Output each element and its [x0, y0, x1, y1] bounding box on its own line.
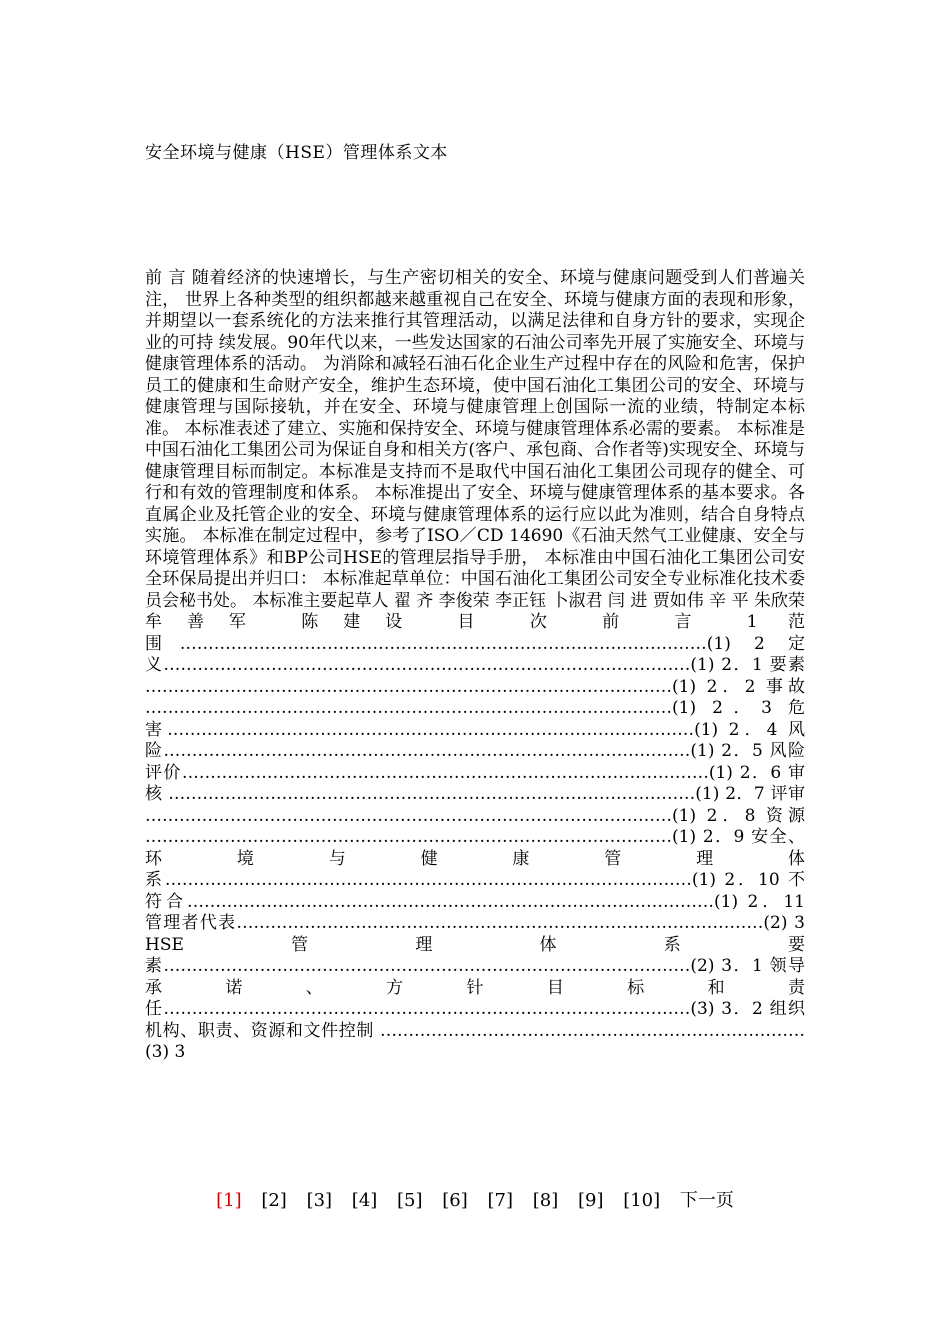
pagination	[0, 1186, 950, 1212]
page-link-5[interactable]: [5]	[397, 1190, 423, 1211]
page-link-2[interactable]: [2]	[261, 1190, 287, 1211]
page-link-8[interactable]: [8]	[532, 1190, 559, 1211]
page-link-7[interactable]: [7]	[487, 1190, 513, 1211]
page-link-4[interactable]: [4]	[351, 1190, 378, 1211]
page-link-10[interactable]: [10]	[623, 1190, 661, 1211]
page-link-3[interactable]: [3]	[306, 1190, 333, 1211]
next-page-link[interactable]: 下一页	[679, 1190, 734, 1211]
body-text: 前 言 随着经济的快速增长，与生产密切相关的安全、环境与健康问题受到人们普遍关注， 世界上各种类型的组织都越来越重视自己在安全、环境与健康方面的表现和形象，并期望以一套系统化的方法来推行其管理活动，以满足法律和自身方针的要求，实现企业的可持 续发展。90年代以来，一些发达国家的石油公司率先开展了实施安全、环境与健康管理体系的活动。 为消除和减轻石油石化企业生产过程中存在的风险和危害，保护员工的健康和生命财产安全，维护生态环境，使中国石油化工集团公司的安全、环境与健康管理与国际接轨，并在安全、环境与健康管理上创国际一流的业绩，特制定本标准。 本标准表述了建立、实施和保持安全、环境与健康管理体系必需的要素。 本标准是中国石油化工集团公司为保证自身和相关方(客户、承包商、合作者等)实现安全、环境与健康管理目标而制定。本标准是支持而不是取代中国石油化工集团公司现存的健全、可行和有效的管理制度和体系。 本标准提出了安全、环境与健康管理体系的基本要求。各直属企业及托管企业的安全、环境与健康管理体系的运行应以此为准则，结合自身特点实施。 本标准在制定过程中，参考了ISO／CD 14690《石油天然气工业健康、安全与环境管理体系》和BP公司HSE的管理层指导手册， 本标准由中国石油化工集团公司安全环保局提出并归口： 本标准起草单位：中国石油化工集团公司安全专业标准化技术委员会秘书处。 本标准主要起草人 翟 齐 李俊荣 李正钰 卜淑君 闫 进 贾如伟 辛 平 朱欣荣 牟善军 陈建设 目 次 前 言 1 范围…………………………………………………………………………………(1) 2 定义…………………………………………………………………………………(1) 2．1 要素 …………………………………………………………………………………(1) 2．2 事故 …………………………………………………………………………………(1) 2．3 危害…………………………………………………………………………………(1) 2．4 风险…………………………………………………………………………………(1) 2．5 风险评价…………………………………………………………………………………(1) 2．6 审核 …………………………………………………………………………………(1) 2．7 评审 …………………………………………………………………………………(1) 2．8 资源 …………………………………………………………………………………(1) 2．9 安全、环境与健康管理体系…………………………………………………………………………………(1) 2．10 不符合…………………………………………………………………………………(1) 2．11 管理者代表…………………………………………………………………………………(2) 3 HSE管理体系要素…………………………………………………………………………………(2) 3．1 领导承诺、方针目标和责任…………………………………………………………………………………(3) 3．2 组织机构、职责、资源和文件控制 …………………………………………………………………(3) 3	[145, 268, 805, 1062]
page-link-6[interactable]: [6]	[442, 1190, 468, 1211]
document-title: 安全环境与健康（HSE）管理体系文本	[145, 143, 448, 163]
page-link-9[interactable]: [9]	[577, 1190, 604, 1211]
page-link-1[interactable]: [1]	[216, 1190, 242, 1211]
document-body	[145, 268, 805, 1064]
